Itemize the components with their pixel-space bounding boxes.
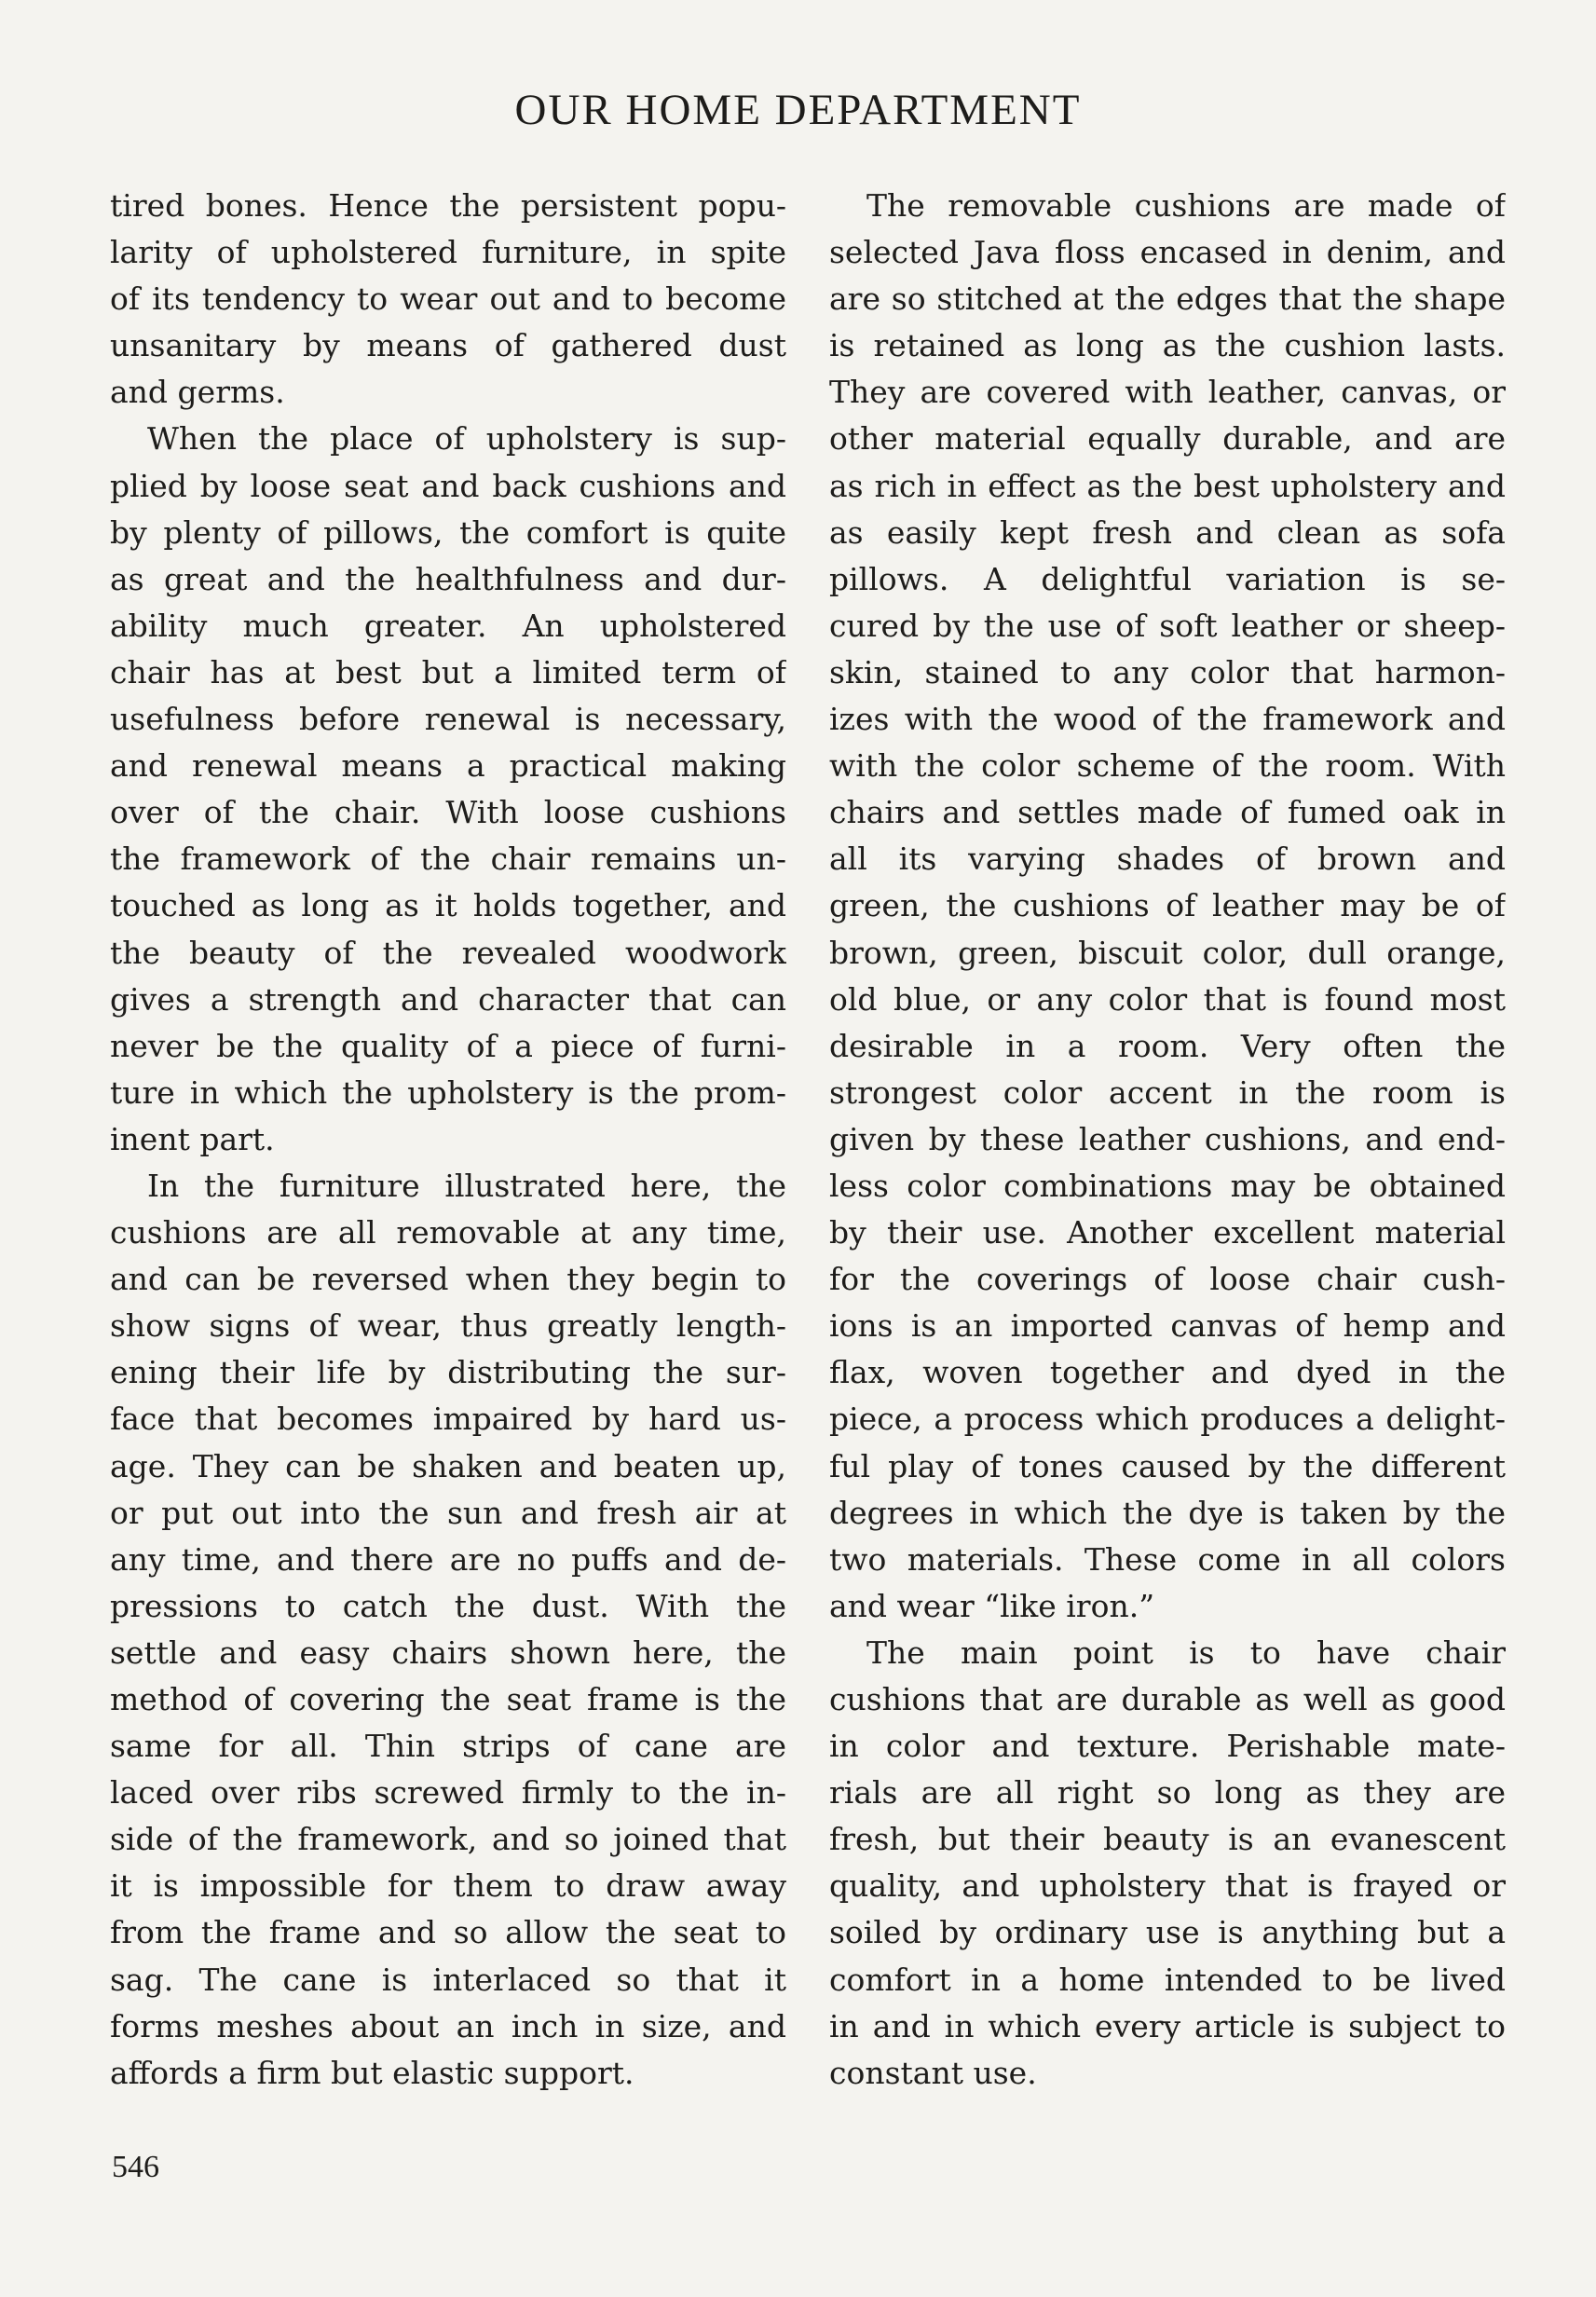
text-line: in color and texture. Perishable mate- <box>829 1728 1506 1765</box>
text-line: two materials. These come in all colors <box>829 1540 1506 1578</box>
text-line: from the frame and so allow the seat to <box>110 1914 786 1951</box>
text-line: with the color scheme of the room. With <box>829 747 1506 785</box>
text-line: plied by loose seat and back cushions and <box>110 467 786 504</box>
text-line: method of covering the seat frame is the <box>110 1681 786 1717</box>
text-line: face that becomes impaired by hard us- <box>110 1401 786 1438</box>
text-line: less color combinations may be obtained <box>829 1167 1506 1204</box>
text-column-left <box>110 183 786 2097</box>
text-line: and wear “like iron.” <box>829 1587 1155 1624</box>
text-line: settle and easy chairs shown here, the <box>110 1634 786 1671</box>
text-line: unsanitary by means of gathered dust <box>110 327 786 364</box>
text-line: When the place of upholstery is sup- <box>147 420 786 458</box>
text-line: ture in which the upholstery is the prom- <box>110 1073 786 1111</box>
text-line: are so stitched at the edges that the shape <box>829 280 1506 318</box>
text-line: as rich in effect as the best upholstery and <box>829 467 1506 504</box>
text-line: any time, and there are no puffs and de- <box>110 1540 786 1578</box>
text-line: quality, and upholstery that is frayed or <box>829 1867 1506 1905</box>
text-line: it is impossible for them to draw away <box>110 1867 786 1905</box>
text-line: and renewal means a practical making <box>110 747 786 785</box>
text-line: ening their life by distributing the sur- <box>110 1354 786 1391</box>
text-line: old blue, or any color that is found most <box>829 980 1506 1018</box>
text-line: constant use. <box>829 2054 1037 2091</box>
text-line: given by these leather cushions, and end- <box>829 1120 1506 1157</box>
text-line: brown, green, biscuit color, dull orange, <box>829 934 1506 971</box>
text-line: larity of upholstered furniture, in spite <box>110 234 786 271</box>
text-line: flax, woven together and dyed in the <box>829 1354 1506 1391</box>
text-line: gives a strength and character that can <box>110 980 786 1018</box>
text-line: affords a firm but elastic support. <box>110 2054 634 2091</box>
text-line: pressions to catch the dust. With the <box>110 1587 786 1624</box>
text-line: desirable in a room. Very often the <box>829 1027 1506 1064</box>
text-line: cushions that are durable as well as good <box>829 1681 1506 1717</box>
text-line: cured by the use of soft leather or sheep- <box>829 607 1506 644</box>
text-line: The removable cushions are made of <box>866 187 1506 224</box>
text-line: chair has at best but a limited term of <box>110 653 786 690</box>
text-line: the beauty of the revealed woodwork <box>110 934 786 971</box>
text-line: ful play of tones caused by the different <box>829 1447 1506 1484</box>
text-line: side of the framework, and so joined that <box>110 1821 786 1858</box>
text-line: or put out into the sun and fresh air at <box>110 1494 786 1531</box>
text-line: laced over ribs screwed firmly to the in- <box>110 1774 786 1812</box>
text-line: for the coverings of loose chair cush- <box>829 1261 1506 1298</box>
text-line: In the furniture illustrated here, the <box>147 1167 786 1204</box>
text-line: soiled by ordinary use is anything but a <box>829 1914 1506 1951</box>
text-line: by their use. Another excellent material <box>829 1214 1506 1251</box>
text-line: piece, a process which produces a delight- <box>829 1401 1506 1438</box>
text-line: green, the cushions of leather may be of <box>829 887 1506 924</box>
text-line: age. They can be shaken and beaten up, <box>110 1447 786 1484</box>
text-line: and germs. <box>110 374 285 411</box>
text-line: cushions are all removable at any time, <box>110 1214 786 1251</box>
text-line: usefulness before renewal is necessary, <box>110 701 786 738</box>
text-line: touched as long as it holds together, and <box>110 887 786 924</box>
text-line: degrees in which the dye is taken by the <box>829 1494 1506 1531</box>
text-line: strongest color accent in the room is <box>829 1073 1506 1111</box>
running-head: OUR HOME DEPARTMENT <box>514 86 1082 134</box>
text-line: is retained as long as the cushion lasts. <box>829 327 1506 364</box>
text-line: fresh, but their beauty is an evanescent <box>829 1821 1506 1858</box>
text-line: over of the chair. With loose cushions <box>110 794 786 831</box>
text-line: chairs and settles made of fumed oak in <box>829 794 1506 831</box>
text-line: in and in which every article is subject to <box>829 2007 1506 2044</box>
text-line: as great and the healthfulness and dur- <box>110 560 786 597</box>
text-line: ability much greater. An upholstered <box>110 607 786 644</box>
text-line: inent part. <box>110 1120 275 1157</box>
text-line: forms meshes about an inch in size, and <box>110 2007 786 2044</box>
text-line: same for all. Thin strips of cane are <box>110 1728 786 1765</box>
text-line: comfort in a home intended to be lived <box>829 1961 1506 1998</box>
text-line: izes with the wood of the framework and <box>829 701 1506 738</box>
text-line: selected Java floss encased in denim, and <box>829 234 1506 271</box>
text-line: and can be reversed when they begin to <box>110 1261 786 1298</box>
text-line: other material equally durable, and are <box>829 420 1506 458</box>
text-line: by plenty of pillows, the comfort is quite <box>110 513 786 551</box>
text-line: as easily kept fresh and clean as sofa <box>829 513 1506 551</box>
text-line: They are covered with leather, canvas, or <box>829 374 1506 411</box>
text-line: the framework of the chair remains un- <box>110 841 786 878</box>
text-line: show signs of wear, thus greatly length- <box>110 1307 786 1345</box>
text-line: skin, stained to any color that harmon- <box>829 653 1506 690</box>
text-line: of its tendency to wear out and to become <box>110 280 786 318</box>
text-line: never be the quality of a piece of furni- <box>110 1027 786 1064</box>
text-line: pillows. A delightful variation is se- <box>829 560 1506 597</box>
text-line: sag. The cane is interlaced so that it <box>110 1961 786 1998</box>
text-line: ions is an imported canvas of hemp and <box>829 1307 1506 1345</box>
text-line: all its varying shades of brown and <box>829 841 1506 878</box>
text-column-right <box>829 183 1506 2097</box>
text-line: The main point is to have chair <box>866 1634 1506 1671</box>
text-line: rials are all right so long as they are <box>829 1774 1506 1812</box>
text-line: tired bones. Hence the persistent popu- <box>110 187 786 224</box>
page-number: 546 <box>112 2150 159 2184</box>
